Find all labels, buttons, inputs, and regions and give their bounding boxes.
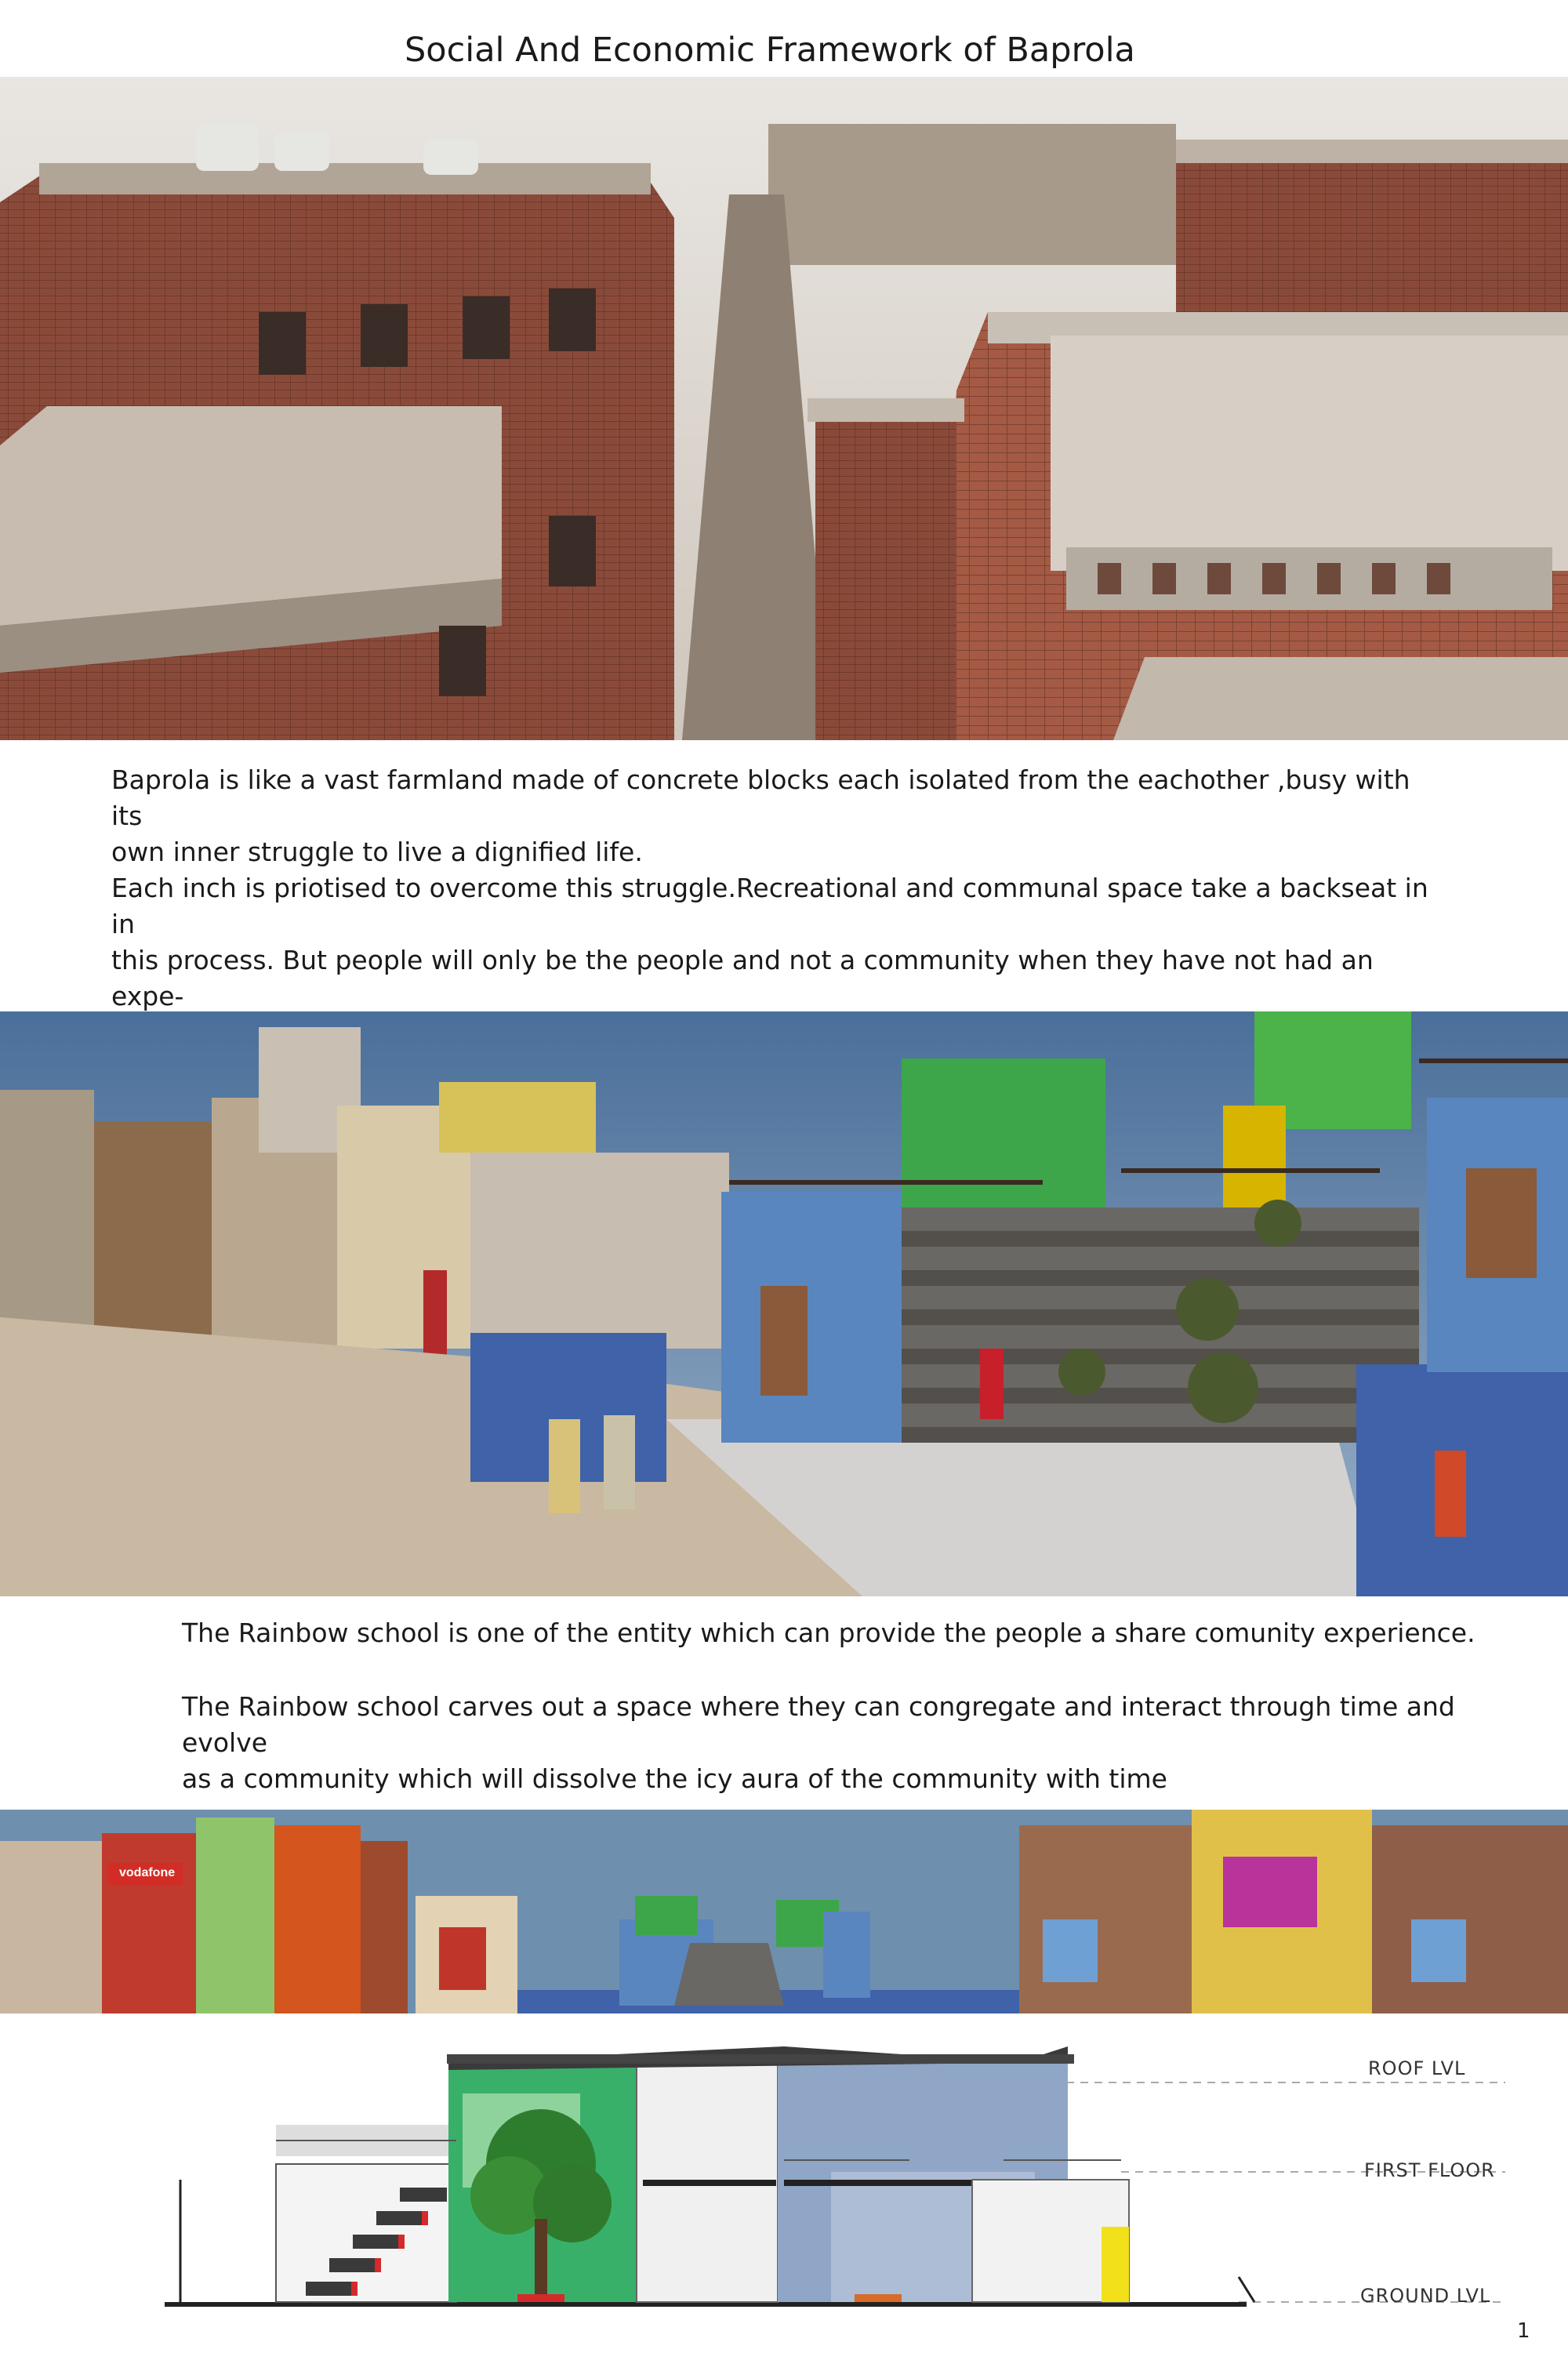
first-floor-label: FIRST FLOOR	[1364, 2159, 1495, 2181]
vodafone-sign: vodafone	[119, 1866, 176, 1879]
roof-level-label: ROOF LVL	[1368, 2057, 1466, 2079]
rainbow-school-paragraph-1	[182, 1615, 1530, 1651]
rainbow-school-paragraph-2	[182, 1689, 1530, 1797]
building-section-drawing	[0, 2015, 1568, 2353]
rainbow-line: The Rainbow school carves out a space where they can congregate and interact through time and evolve	[182, 1691, 1455, 1758]
intro-line: Each inch is priotised to overcome this struggle.Recreational and communal space take a backseat in in	[111, 873, 1428, 939]
ground-level-label: GROUND LVL	[1360, 2285, 1491, 2307]
rainbow-line: The Rainbow school is one of the entity which can provide the people a share comunity experience.	[182, 1618, 1475, 1648]
baprola-rooftops-photo	[0, 77, 1568, 740]
page-title: Social And Economic Framework of Baprola	[405, 31, 1135, 70]
page-number: 1	[1517, 2319, 1530, 2343]
rainbow-line: as a community which will dissolve the icy aura of the community with time	[182, 1763, 1167, 1794]
intro-line: Baprola is like a vast farmland made of concrete blocks each isolated from the eachother ,busy with its	[111, 764, 1410, 831]
intro-line: own inner struggle to live a dignified life.	[111, 837, 643, 867]
intro-line: this process. But people will only be the people and not a community when they have not had an expe-	[111, 945, 1374, 1011]
streetscape-collage-image	[0, 1810, 1568, 2013]
street-render-image	[0, 1011, 1568, 1596]
